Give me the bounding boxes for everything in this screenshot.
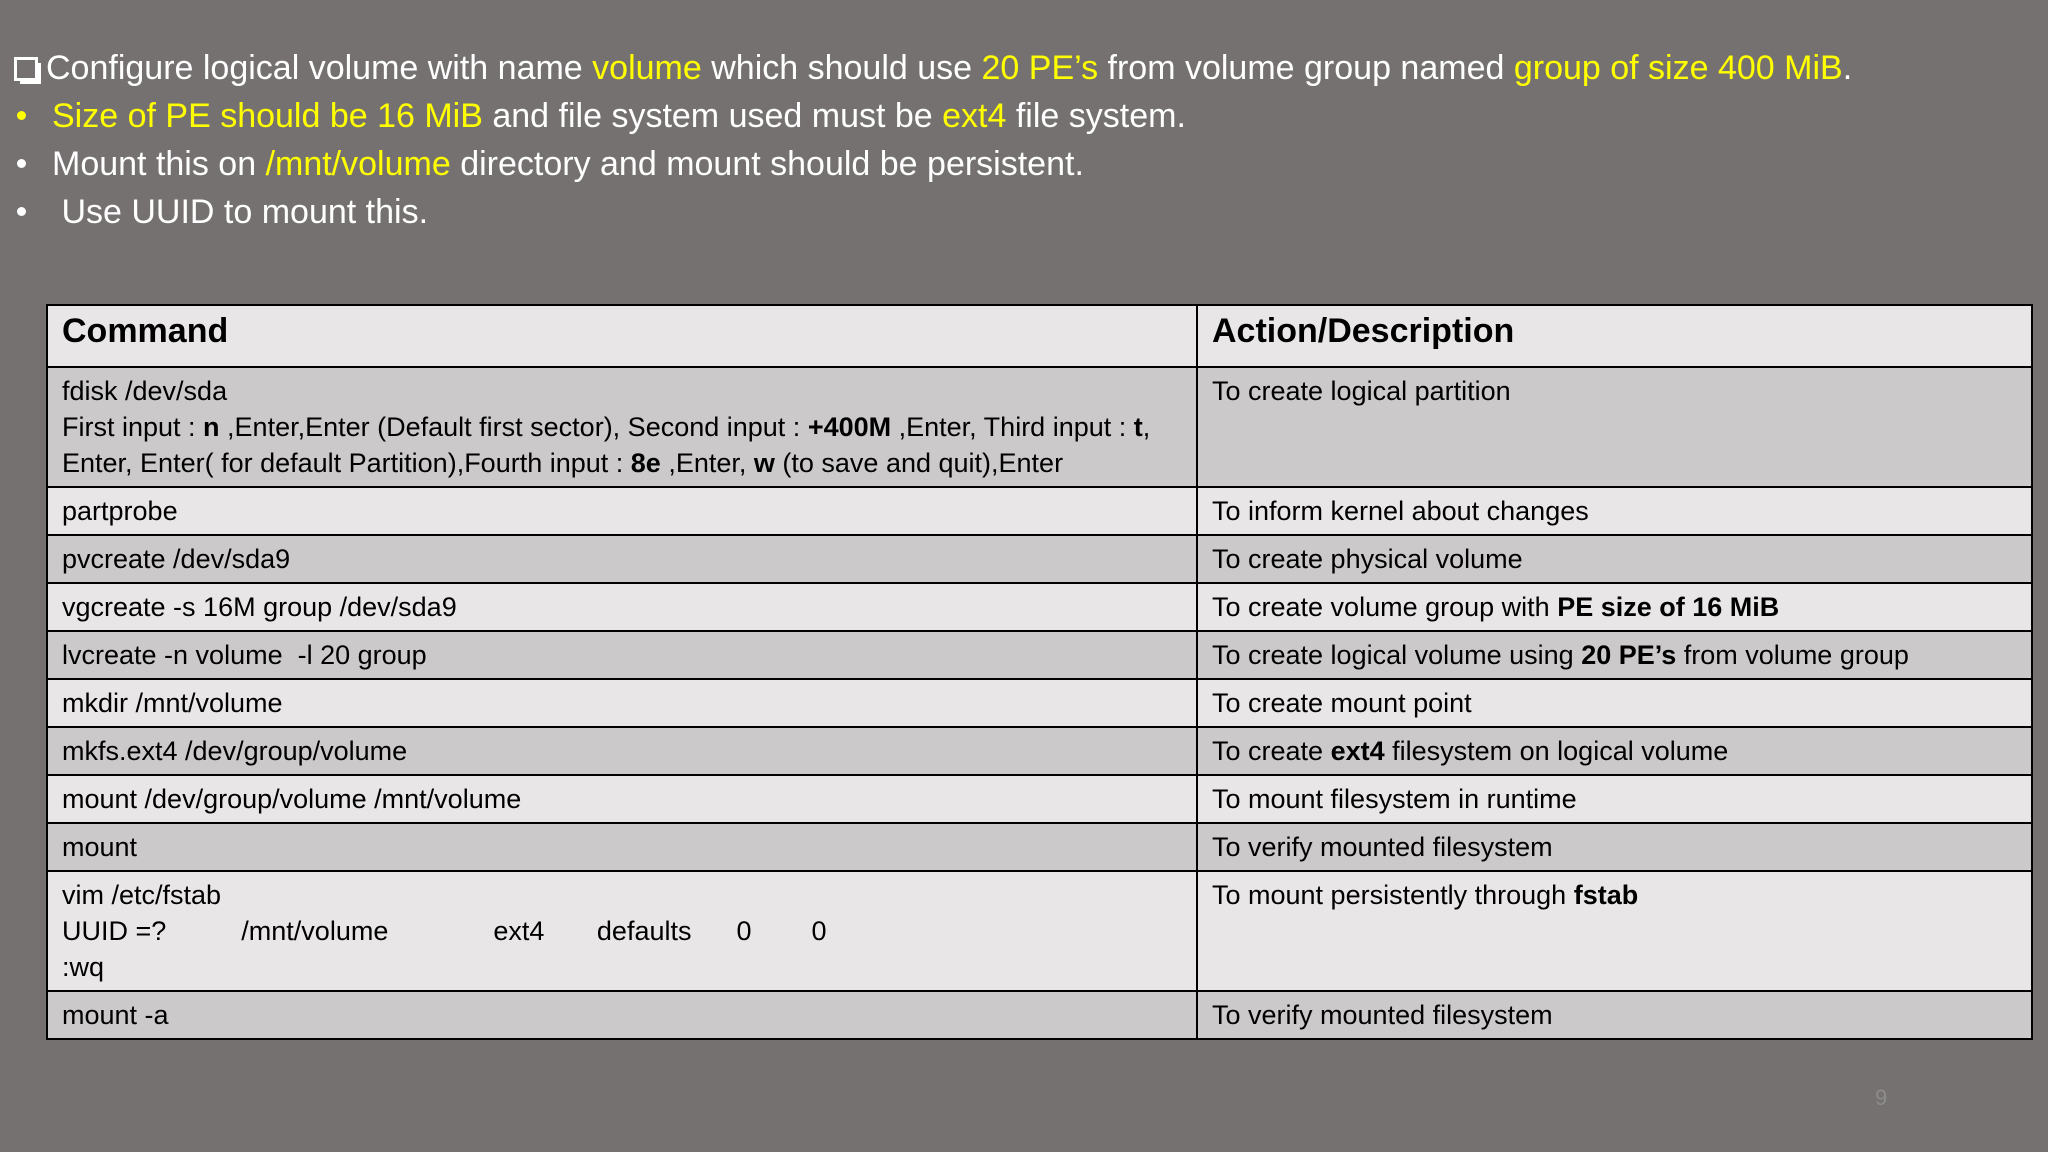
- table-row: [47, 823, 2032, 871]
- command-cell: [47, 679, 1197, 727]
- cell-text: fdisk /dev/sda: [62, 376, 228, 406]
- table-row: [47, 367, 2032, 487]
- cell-text: Enter, Enter( for default Partition),Fourth input :: [62, 448, 631, 478]
- cell-text: UUID =? /mnt/volume ext4 defaults 0 0: [62, 916, 827, 946]
- bullet-text: directory and mount should be persistent.: [450, 145, 1084, 183]
- highlighted-text: ext4: [942, 97, 1007, 135]
- cell-text: mount /dev/group/volume /mnt/volume: [62, 784, 522, 814]
- bold-text: 20 PE’s: [1581, 640, 1677, 670]
- cell-text: ,Enter, Third input :: [891, 412, 1134, 442]
- cell-text: To create physical volume: [1212, 544, 1523, 574]
- command-cell: [47, 991, 1197, 1039]
- command-cell: [47, 775, 1197, 823]
- table-row: [47, 871, 2032, 991]
- table-row: [47, 583, 2032, 631]
- cell-text: To verify mounted filesystem: [1212, 832, 1553, 862]
- cell-text: To create mount point: [1212, 688, 1472, 718]
- bullet-text: file system.: [1006, 97, 1186, 135]
- action-cell: [1197, 583, 2032, 631]
- bullet-line: [14, 96, 1186, 136]
- highlighted-text: 20 PE’s: [981, 49, 1099, 87]
- table-row: [47, 775, 2032, 823]
- action-cell: [1197, 775, 2032, 823]
- cell-text: To inform kernel about changes: [1212, 496, 1589, 526]
- highlighted-text: /mnt/volume: [265, 145, 451, 183]
- cell-text: To create volume group with: [1212, 592, 1558, 622]
- bullet-text: from volume group named: [1098, 49, 1514, 87]
- command-table: [46, 304, 2033, 1040]
- command-cell: [47, 823, 1197, 871]
- action-cell: [1197, 679, 2032, 727]
- cell-text: partprobe: [62, 496, 178, 526]
- bullet-text: which should use: [701, 49, 982, 87]
- cell-text: lvcreate -n volume -l 20 group: [62, 640, 427, 670]
- command-cell: [47, 583, 1197, 631]
- action-cell: [1197, 367, 2032, 487]
- header-command: Command: [47, 305, 1197, 367]
- table-row: [47, 991, 2032, 1039]
- cell-text: To mount filesystem in runtime: [1212, 784, 1577, 814]
- action-cell: [1197, 871, 2032, 991]
- bold-text: +400M: [807, 412, 892, 442]
- cell-text: First input :: [62, 412, 204, 442]
- cell-text: mkdir /mnt/volume: [62, 688, 283, 718]
- cell-text: vgcreate -s 16M group /dev/sda9: [62, 592, 457, 622]
- cell-text: To mount persistently through: [1212, 880, 1574, 910]
- bullet-line: [14, 144, 1084, 184]
- action-cell: [1197, 535, 2032, 583]
- command-cell: [47, 727, 1197, 775]
- cell-text: ,Enter,Enter (Default first sector), Second input :: [219, 412, 808, 442]
- bullet-line: [14, 48, 1852, 88]
- table-header-row: [47, 305, 2032, 367]
- bold-text: n: [203, 412, 220, 442]
- command-cell: [47, 367, 1197, 487]
- bullet-text: Mount this on: [52, 145, 266, 183]
- command-cell: [47, 871, 1197, 991]
- cell-text: mount -a: [62, 1000, 169, 1030]
- cell-text: mkfs.ext4 /dev/group/volume: [62, 736, 408, 766]
- cell-text: :wq: [62, 952, 105, 982]
- bold-text: ext4: [1330, 736, 1385, 766]
- cell-text: filesystem on logical volume: [1384, 736, 1729, 766]
- cell-text: ,: [1142, 412, 1151, 442]
- cell-text: ,Enter,: [660, 448, 754, 478]
- bullet-dot-icon: [17, 111, 26, 120]
- highlighted-text: volume: [592, 49, 702, 87]
- header-action: Action/Description: [1197, 305, 2032, 367]
- cell-text: vim /etc/fstab: [62, 880, 222, 910]
- page-number: 9: [1875, 1085, 1888, 1110]
- command-cell: [47, 487, 1197, 535]
- bullet-dot-icon: [17, 207, 26, 216]
- bold-text: fstab: [1573, 880, 1639, 910]
- cell-text: (to save and quit),Enter: [774, 448, 1064, 478]
- bullet-line: [14, 192, 428, 232]
- table-row: [47, 487, 2032, 535]
- bold-text: t: [1133, 412, 1143, 442]
- bullet-dot-icon: [17, 159, 26, 168]
- action-cell: [1197, 631, 2032, 679]
- bullet-text: Use UUID to mount this.: [52, 193, 429, 231]
- action-cell: [1197, 823, 2032, 871]
- command-cell: [47, 535, 1197, 583]
- cell-text: To create logical volume using: [1212, 640, 1582, 670]
- highlighted-text: Size of PE should be 16 MiB: [52, 97, 483, 135]
- table-row: [47, 631, 2032, 679]
- highlighted-text: group of size 400 MiB: [1513, 49, 1843, 87]
- bullet-text: .: [1842, 49, 1853, 87]
- cell-text: pvcreate /dev/sda9: [62, 544, 291, 574]
- table-row: [47, 679, 2032, 727]
- cell-text: from volume group: [1676, 640, 1909, 670]
- action-cell: [1197, 487, 2032, 535]
- cell-text: To create: [1212, 736, 1331, 766]
- bullet-text: Configure logical volume with name: [46, 49, 593, 87]
- bold-text: PE size of 16 MiB: [1557, 592, 1780, 622]
- table-row: [47, 727, 2032, 775]
- cell-text: To verify mounted filesystem: [1212, 1000, 1553, 1030]
- bold-text: w: [753, 448, 775, 478]
- action-cell: [1197, 727, 2032, 775]
- command-cell: [47, 631, 1197, 679]
- table-row: [47, 535, 2032, 583]
- bullet-text: and file system used must be: [482, 97, 943, 135]
- cell-text: To create logical partition: [1212, 376, 1511, 406]
- checkbox-bullet-icon: [14, 57, 38, 81]
- bold-text: 8e: [630, 448, 661, 478]
- cell-text: mount: [62, 832, 138, 862]
- action-cell: [1197, 991, 2032, 1039]
